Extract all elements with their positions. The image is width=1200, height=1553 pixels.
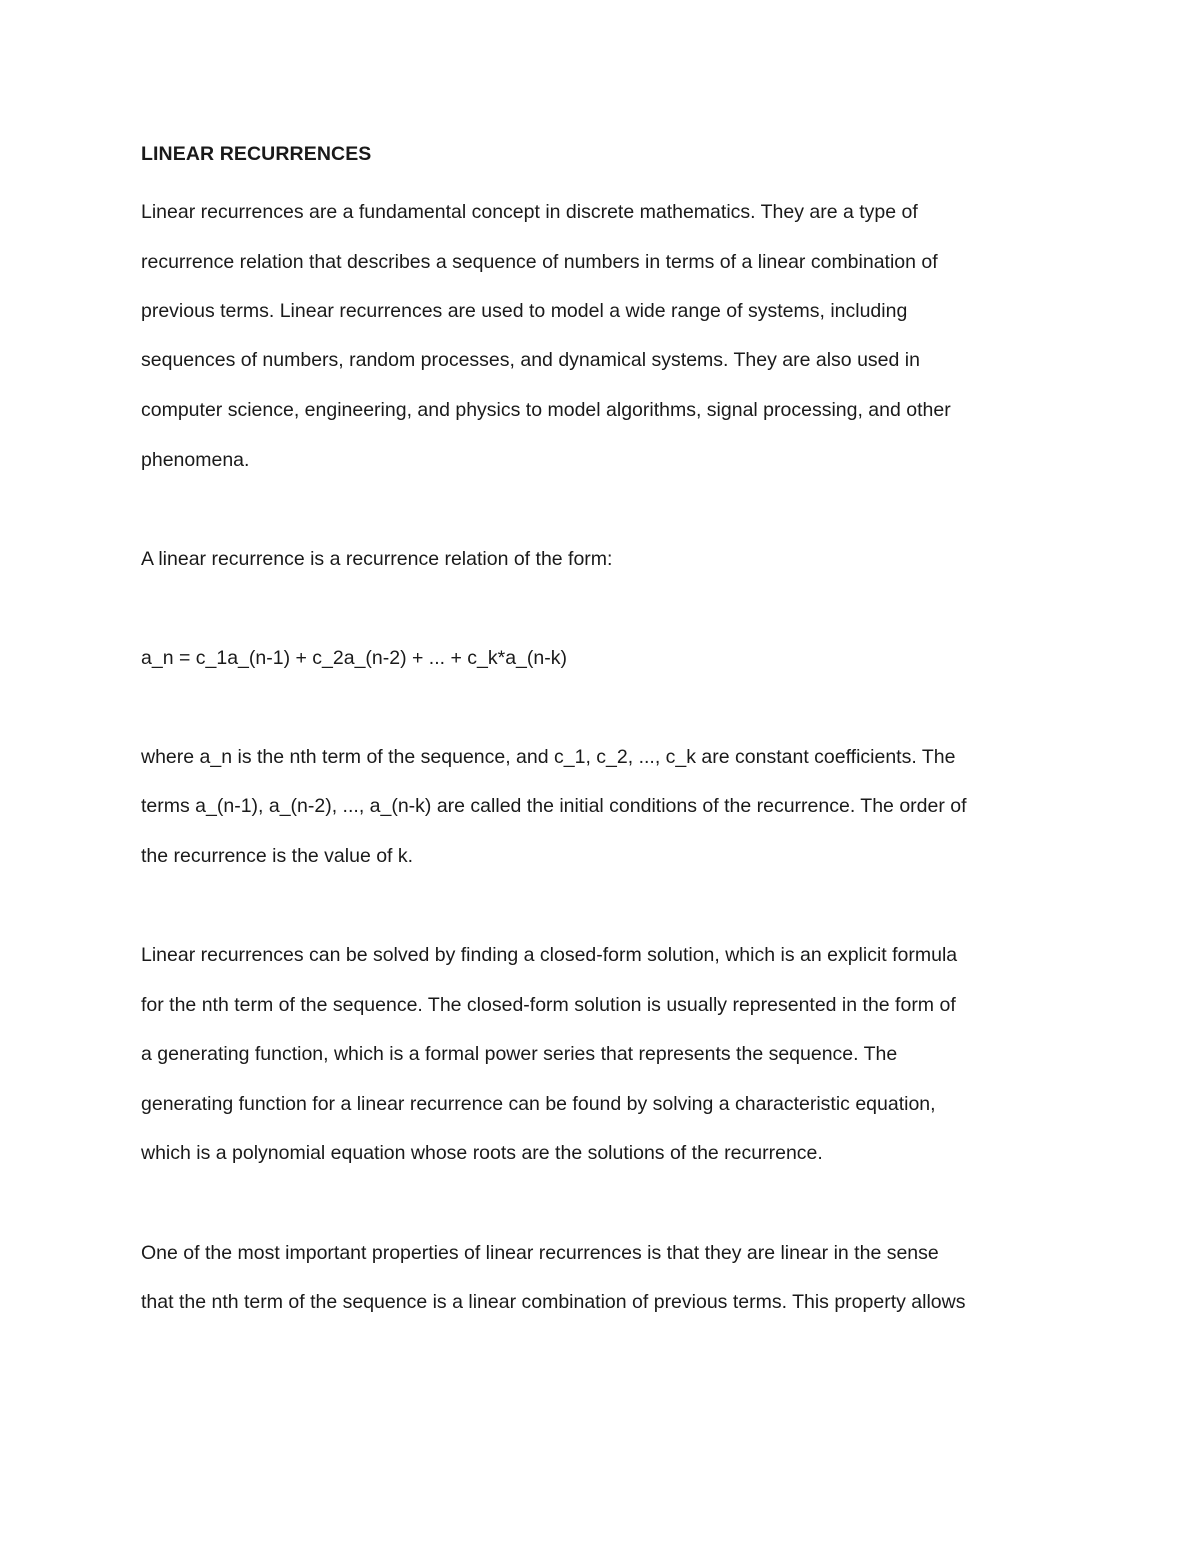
paragraph-line: the recurrence is the value of k. <box>141 845 414 867</box>
paragraph-line: Linear recurrences can be solved by finding a closed-form solution, which is an explicit formula <box>141 944 958 966</box>
paragraph-line: computer science, engineering, and physics to model algorithms, signal processing, and other <box>141 399 951 421</box>
paragraph-line: for the nth term of the sequence. The closed-form solution is usually represented in the form of <box>141 994 956 1016</box>
paragraph-line: A linear recurrence is a recurrence relation of the form: <box>141 548 613 570</box>
paragraph-line: previous terms. Linear recurrences are used to model a wide range of systems, including <box>141 300 908 322</box>
paragraph-line: generating function for a linear recurrence can be found by solving a characteristic equation, <box>141 1093 936 1115</box>
paragraph-line: where a_n is the nth term of the sequence, and c_1, c_2, ..., c_k are constant coefficients. The <box>141 746 956 768</box>
paragraph-line: phenomena. <box>141 449 250 471</box>
paragraph-line: which is a polynomial equation whose roots are the solutions of the recurrence. <box>141 1142 823 1164</box>
recurrence-formula: a_n = c_1a_(n-1) + c_2a_(n-2) + ... + c_k*a_(n-k) <box>141 647 567 669</box>
paragraph-line: sequences of numbers, random processes, and dynamical systems. They are also used in <box>141 349 920 371</box>
paragraph-line: a generating function, which is a formal power series that represents the sequence. The <box>141 1043 898 1065</box>
paragraph-line: One of the most important properties of linear recurrences is that they are linear in the sense <box>141 1242 939 1264</box>
paragraph-line: that the nth term of the sequence is a linear combination of previous terms. This property allows <box>141 1291 966 1313</box>
paragraph-line: terms a_(n-1), a_(n-2), ..., a_(n-k) are called the initial conditions of the recurrence. The order of <box>141 795 967 817</box>
paragraph-line: Linear recurrences are a fundamental concept in discrete mathematics. They are a type of <box>141 201 918 223</box>
document-title: LINEAR RECURRENCES <box>141 143 372 165</box>
paragraph-line: recurrence relation that describes a sequence of numbers in terms of a linear combination of <box>141 251 938 273</box>
